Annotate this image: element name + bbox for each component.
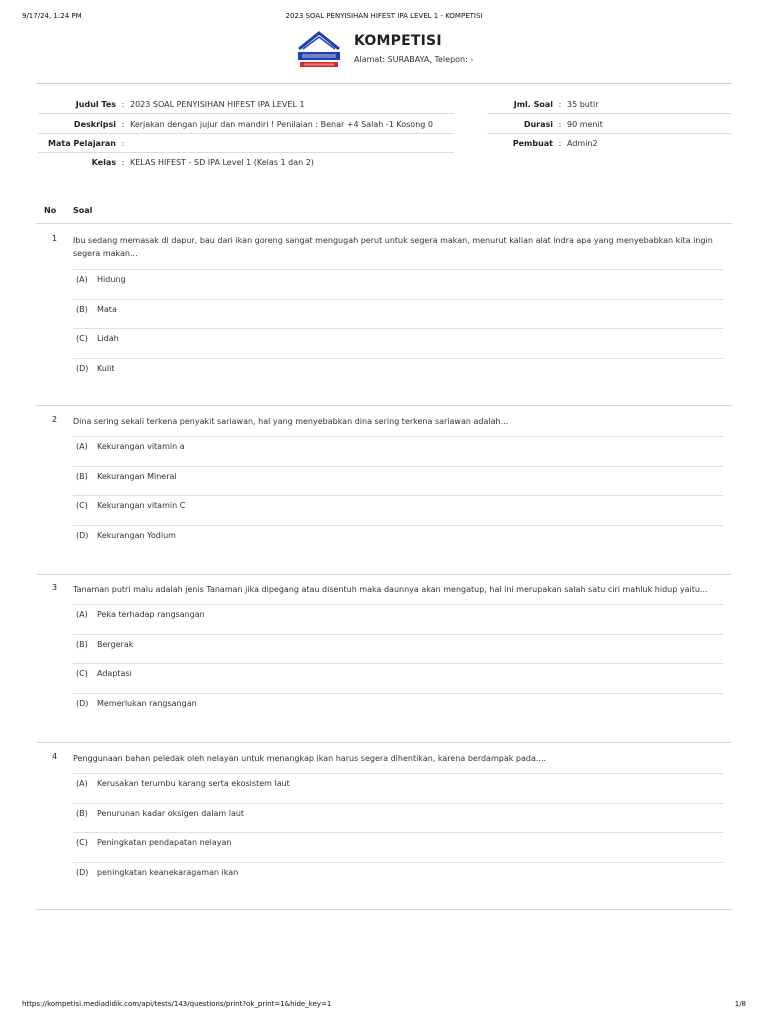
- meta-mapel: [38, 134, 454, 153]
- meta-deskripsi-value: Kerjakan dengan jujur dan mandiri ! Penilaian : Benar +4 Salah -1 Kosong 0: [130, 119, 433, 129]
- option-text: Hidung: [97, 275, 126, 284]
- meta-judul: [38, 95, 454, 114]
- question-text: Dina sering sekali terkena penyakit sariawan, hal yang menyebabkan dina sering terkena sariawan adalah...: [73, 417, 509, 426]
- meta-kelas-label: Kelas: [91, 158, 116, 167]
- option-text: Kekurangan Mineral: [97, 472, 177, 481]
- answer-option: [73, 832, 724, 862]
- meta-durasi: [487, 115, 732, 134]
- meta-kelas: [38, 153, 454, 172]
- brand-address: Alamat: SURABAYA, Telepon: -: [354, 55, 474, 64]
- meta-pembuat: [487, 134, 732, 153]
- option-label: (A): [76, 275, 88, 284]
- option-text: Adaptasi: [97, 669, 132, 678]
- meta-separator: :: [121, 158, 125, 167]
- option-label: (A): [76, 442, 88, 451]
- meta-judul-value: 2023 SOAL PENYISIHAN HIFEST IPA LEVEL 1: [130, 99, 305, 109]
- meta-jml-value: 35 butir: [567, 99, 599, 109]
- option-label: (D): [76, 531, 89, 540]
- meta-separator: :: [121, 99, 125, 109]
- question-table-header: [36, 200, 732, 224]
- option-label: (D): [76, 699, 89, 708]
- meta-separator: :: [558, 119, 562, 129]
- question-number: 4: [52, 752, 58, 761]
- option-label: (C): [76, 669, 88, 678]
- option-text: Mata: [97, 305, 117, 314]
- print-doc-title: 2023 SOAL PENYISIHAN HIFEST IPA LEVEL 1 - KOMPETISI: [285, 12, 483, 20]
- kompetisi-logo: [296, 30, 342, 72]
- meta-separator: :: [558, 99, 562, 109]
- answer-option: [73, 525, 724, 555]
- meta-kelas-value: KELAS HIFEST - SD IPA Level 1 (Kelas 1 dan 2): [130, 158, 314, 167]
- option-label: (A): [76, 779, 88, 788]
- print-header: [22, 12, 746, 24]
- meta-durasi-value: 90 menit: [567, 119, 603, 129]
- answer-option: [73, 495, 724, 525]
- meta-deskripsi: [38, 115, 454, 134]
- option-label: (B): [76, 640, 88, 649]
- meta-judul-label: Judul Tes: [75, 99, 116, 109]
- option-text: Kulit: [97, 364, 115, 373]
- option-label: (C): [76, 334, 88, 343]
- option-label: (B): [76, 472, 88, 481]
- option-label: (D): [76, 364, 89, 373]
- answer-option: [73, 693, 724, 723]
- question-text: Tanaman putri malu adalah jenis Tanaman jika dipegang atau disentuh maka daunnya akan mengatup, hal ini merupakan salah satu ciri mahluk hidup yaitu...: [73, 585, 708, 594]
- question-item: [36, 234, 732, 406]
- question-text: Ibu sedang memasak di dapur, bau dari ikan goreng sangat mengugah perut untuk segera makan, menurut kalian alat indra apa yang menyebabkan kita ingin segera makan...: [73, 236, 713, 258]
- answer-option: [73, 358, 724, 388]
- meta-pembuat-label: Pembuat: [512, 139, 553, 148]
- option-label: (B): [76, 809, 88, 818]
- meta-deskripsi-label: Deskripsi: [73, 119, 116, 129]
- column-no: No: [44, 206, 57, 215]
- answer-option: [73, 862, 724, 892]
- option-text: Bergerak: [97, 640, 134, 649]
- brand-name: KOMPETISI: [354, 33, 442, 49]
- answer-option: [73, 269, 724, 299]
- answer-option: [73, 634, 724, 664]
- column-soal: Soal: [73, 206, 93, 215]
- print-footer: [22, 1000, 746, 1010]
- option-text: Kekurangan vitamin C: [97, 501, 186, 510]
- option-text: Kerusakan terumbu karang serta ekosistem laut: [97, 779, 290, 788]
- header-divider: [36, 83, 732, 84]
- option-label: (A): [76, 610, 88, 619]
- option-label: (C): [76, 501, 88, 510]
- meta-mapel-label: Mata Pelajaran: [48, 138, 116, 148]
- option-text: Kekurangan Yodium: [97, 531, 176, 540]
- answer-option: [73, 299, 724, 329]
- meta-separator: :: [121, 138, 125, 148]
- answer-option: [73, 466, 724, 496]
- answer-option: [73, 663, 724, 693]
- option-label: (D): [76, 868, 89, 877]
- answer-option: [73, 773, 724, 803]
- answer-option: [73, 328, 724, 358]
- page-number: 1/8: [734, 1000, 746, 1008]
- answer-option: [73, 604, 724, 634]
- option-text: Kekurangan vitamin a: [97, 442, 185, 451]
- option-text: Lidah: [97, 334, 119, 343]
- brand-header: [296, 30, 473, 76]
- meta-durasi-label: Durasi: [523, 119, 553, 129]
- meta-jml-soal: [487, 95, 732, 114]
- question-item: [36, 415, 732, 575]
- print-url: https://kompetisi.mediadidik.com/api/tests/143/questions/print?ok_print=1&hide_key=1: [22, 1000, 332, 1008]
- option-text: Peka terhadap rangsangan: [97, 610, 205, 619]
- meta-separator: :: [121, 119, 125, 129]
- question-item: [36, 583, 732, 743]
- option-text: Peningkatan pendapatan nelayan: [97, 838, 232, 847]
- question-number: 3: [52, 583, 58, 592]
- print-datetime: 9/17/24, 1:24 PM: [22, 12, 82, 20]
- meta-jml-label: Jml. Soal: [513, 99, 553, 109]
- answer-option: [73, 436, 724, 466]
- option-label: (C): [76, 838, 88, 847]
- answer-option: [73, 803, 724, 833]
- question-item: [36, 752, 732, 910]
- question-text: Penggunaan bahan peledak oleh nelayan untuk menangkap ikan harus segera dihentikan, karena berdampak pada....: [73, 754, 547, 763]
- question-number: 2: [52, 415, 58, 424]
- meta-separator: :: [558, 139, 562, 148]
- meta-pembuat-value: Admin2: [567, 139, 598, 148]
- option-text: Penurunan kadar oksigen dalam laut: [97, 809, 245, 818]
- option-label: (B): [76, 305, 88, 314]
- option-text: Memerlukan rangsangan: [97, 699, 197, 708]
- option-text: peningkatan keanekaragaman ikan: [97, 868, 239, 877]
- question-number: 1: [52, 234, 58, 243]
